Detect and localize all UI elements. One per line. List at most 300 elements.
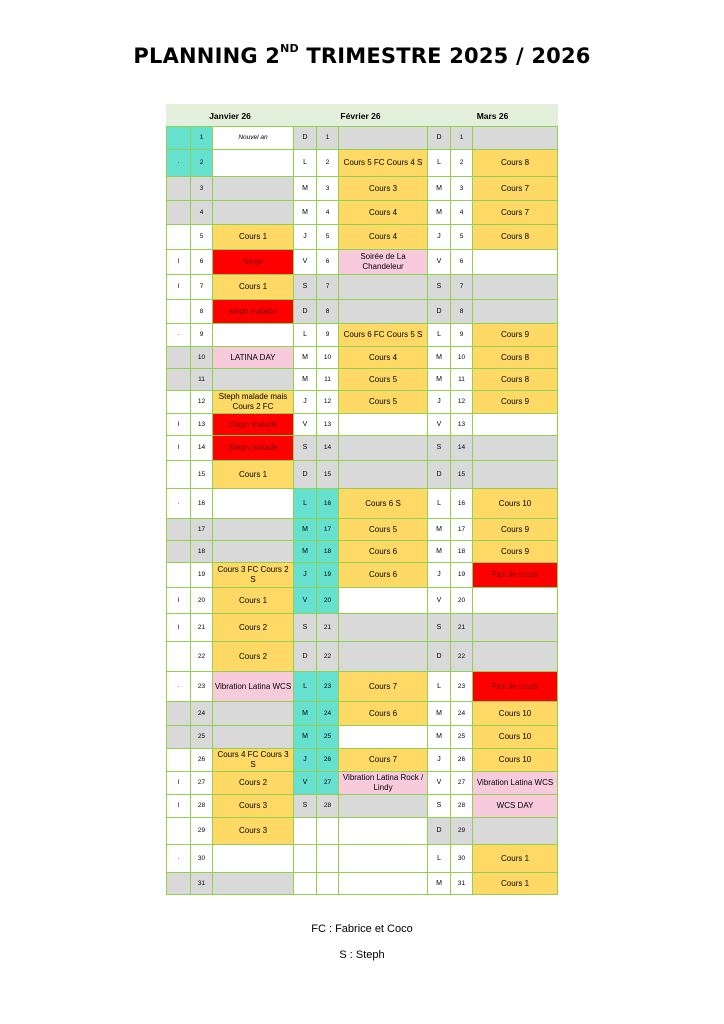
table-row [167,672,558,702]
jan-day-cell: 5 [191,225,213,250]
jan-day-cell: 25 [191,726,213,749]
jan-event-cell: Cours 4 FC Cours 3 S [213,749,294,772]
mar-weekday-cell: V [428,588,451,614]
feb-weekday-cell: S [294,614,317,642]
jan-event-cell [213,541,294,563]
jan-day-cell: 13 [191,414,213,436]
mar-event-cell [473,250,558,275]
feb-event-cell [339,818,428,845]
feb-weekday-cell: L [294,150,317,177]
mar-event-cell [473,588,558,614]
jan-mark-cell [167,519,191,541]
feb-event-cell [339,300,428,324]
jan-mark-cell: I [167,614,191,642]
mar-event-cell [473,461,558,489]
jan-mark-cell: · [167,845,191,873]
jan-day-cell: 9 [191,324,213,347]
feb-day-cell [317,818,339,845]
mar-weekday-cell: V [428,414,451,436]
feb-weekday-cell: M [294,201,317,225]
jan-event-cell [213,324,294,347]
mar-weekday-cell: S [428,275,451,300]
feb-event-cell: Cours 4 [339,225,428,250]
jan-event-cell [213,519,294,541]
mar-day-cell: 13 [451,414,473,436]
jan-mark-cell [167,201,191,225]
table-row [167,726,558,749]
feb-day-cell: 13 [317,414,339,436]
legend-s: S : Steph [339,949,385,961]
mar-day-cell: 28 [451,795,473,818]
jan-mark-cell [167,225,191,250]
mar-day-cell: 26 [451,749,473,772]
feb-weekday-cell: M [294,519,317,541]
mar-weekday-cell: L [428,672,451,702]
mar-event-cell: Pas de cours [473,672,558,702]
mar-weekday-cell: S [428,436,451,461]
feb-event-cell [339,795,428,818]
feb-event-cell [339,614,428,642]
jan-day-cell: 29 [191,818,213,845]
mar-day-cell: 22 [451,642,473,672]
mar-weekday-cell: V [428,772,451,795]
feb-event-cell: Cours 4 [339,347,428,369]
jan-mark-cell [167,541,191,563]
jan-mark-cell: · [167,150,191,177]
feb-day-cell: 4 [317,201,339,225]
mar-day-cell: 8 [451,300,473,324]
mar-event-cell: Cours 1 [473,873,558,895]
feb-event-cell [339,873,428,895]
jan-day-cell: 24 [191,702,213,726]
legend-fc: FC : Fabrice et Coco [311,923,413,935]
feb-weekday-cell: M [294,702,317,726]
feb-day-cell: 7 [317,275,339,300]
jan-day-cell: 14 [191,436,213,461]
jan-event-cell: steph malade [213,300,294,324]
mar-event-cell: Vibration Latina WCS [473,772,558,795]
jan-mark-cell [167,391,191,414]
feb-event-cell: Cours 7 [339,672,428,702]
jan-mark-cell [167,300,191,324]
jan-day-cell: 22 [191,642,213,672]
jan-event-cell: Steph malade [213,414,294,436]
feb-weekday-cell: J [294,391,317,414]
feb-day-cell: 2 [317,150,339,177]
mar-event-cell: Cours 7 [473,201,558,225]
mar-weekday-cell: L [428,150,451,177]
feb-weekday-cell: S [294,795,317,818]
feb-day-cell: 9 [317,324,339,347]
mar-weekday-cell: D [428,818,451,845]
feb-day-cell: 23 [317,672,339,702]
mar-weekday-cell: M [428,177,451,201]
mar-event-cell: Cours 9 [473,391,558,414]
jan-mark-cell: · [167,324,191,347]
month-header-janvier: Janvier 26 [167,105,294,127]
feb-weekday-cell: M [294,726,317,749]
jan-event-cell: Cours 3 [213,818,294,845]
feb-weekday-cell [294,818,317,845]
jan-day-cell: 15 [191,461,213,489]
jan-day-cell: 30 [191,845,213,873]
feb-day-cell: 15 [317,461,339,489]
jan-day-cell: 27 [191,772,213,795]
mar-day-cell: 2 [451,150,473,177]
feb-day-cell: 18 [317,541,339,563]
mar-day-cell: 15 [451,461,473,489]
jan-day-cell: 26 [191,749,213,772]
table-row [167,414,558,436]
feb-event-cell [339,127,428,150]
feb-day-cell: 26 [317,749,339,772]
feb-event-cell: Cours 6 FC Cours 5 S [339,324,428,347]
feb-weekday-cell: S [294,436,317,461]
feb-weekday-cell: L [294,489,317,519]
feb-event-cell: Cours 5 [339,369,428,391]
mar-day-cell: 17 [451,519,473,541]
mar-day-cell: 1 [451,127,473,150]
feb-event-cell: Cours 5 FC Cours 4 S [339,150,428,177]
feb-event-cell: Cours 5 [339,391,428,414]
feb-event-cell [339,414,428,436]
table-row [167,563,558,588]
jan-day-cell: 7 [191,275,213,300]
feb-weekday-cell: S [294,275,317,300]
feb-event-cell: Cours 6 [339,541,428,563]
table-row [167,177,558,201]
mar-day-cell: 12 [451,391,473,414]
jan-mark-cell: I [167,588,191,614]
mar-event-cell [473,127,558,150]
jan-mark-cell: I [167,772,191,795]
table-row [167,324,558,347]
feb-event-cell: Cours 5 [339,519,428,541]
jan-mark-cell [167,127,191,150]
jan-event-cell: Cours 1 [213,588,294,614]
jan-event-cell [213,702,294,726]
jan-event-cell: Vibration Latina WCS [213,672,294,702]
feb-event-cell: Cours 6 [339,563,428,588]
mar-weekday-cell: S [428,614,451,642]
feb-weekday-cell: L [294,672,317,702]
jan-event-cell: Cours 2 [213,642,294,672]
feb-day-cell: 6 [317,250,339,275]
feb-day-cell: 19 [317,563,339,588]
mar-weekday-cell: L [428,324,451,347]
table-row [167,519,558,541]
mar-day-cell: 16 [451,489,473,519]
jan-mark-cell [167,347,191,369]
table-row [167,489,558,519]
feb-weekday-cell: J [294,225,317,250]
table-row [167,795,558,818]
feb-event-cell [339,642,428,672]
feb-weekday-cell: M [294,347,317,369]
mar-day-cell: 11 [451,369,473,391]
feb-day-cell: 5 [317,225,339,250]
feb-weekday-cell: D [294,642,317,672]
mar-weekday-cell: M [428,519,451,541]
jan-mark-cell [167,563,191,588]
jan-mark-cell: I [167,275,191,300]
mar-day-cell: 10 [451,347,473,369]
feb-event-cell: Vibration Latina Rock / Lindy [339,772,428,795]
feb-day-cell [317,873,339,895]
jan-day-cell: 23 [191,672,213,702]
feb-day-cell: 12 [317,391,339,414]
jan-event-cell [213,150,294,177]
table-row [167,818,558,845]
table-row [167,614,558,642]
jan-day-cell: 28 [191,795,213,818]
jan-event-cell: Neige [213,250,294,275]
mar-weekday-cell: M [428,201,451,225]
mar-weekday-cell: M [428,873,451,895]
mar-weekday-cell: D [428,461,451,489]
table-row [167,150,558,177]
jan-event-cell: Nouvel an [213,127,294,150]
jan-mark-cell: I [167,414,191,436]
feb-day-cell: 8 [317,300,339,324]
feb-event-cell: Cours 6 S [339,489,428,519]
feb-weekday-cell: V [294,250,317,275]
table-row [167,702,558,726]
jan-event-cell: Steph malade [213,436,294,461]
mar-weekday-cell: M [428,541,451,563]
feb-day-cell: 22 [317,642,339,672]
table-row [167,436,558,461]
mar-day-cell: 24 [451,702,473,726]
mar-day-cell: 25 [451,726,473,749]
mar-weekday-cell: V [428,250,451,275]
jan-day-cell: 21 [191,614,213,642]
feb-event-cell: Cours 6 [339,702,428,726]
jan-event-cell [213,489,294,519]
jan-event-cell [213,726,294,749]
jan-day-cell: 4 [191,201,213,225]
jan-mark-cell: I [167,436,191,461]
feb-day-cell: 17 [317,519,339,541]
jan-event-cell [213,845,294,873]
feb-day-cell: 20 [317,588,339,614]
jan-event-cell: Cours 1 [213,275,294,300]
mar-day-cell: 6 [451,250,473,275]
jan-event-cell: Cours 2 [213,614,294,642]
mar-weekday-cell: J [428,391,451,414]
mar-day-cell: 4 [451,201,473,225]
jan-mark-cell [167,726,191,749]
month-header-mars: Mars 26 [428,105,558,127]
feb-weekday-cell [294,873,317,895]
mar-event-cell [473,275,558,300]
feb-weekday-cell [294,845,317,873]
jan-day-cell: 10 [191,347,213,369]
jan-day-cell: 6 [191,250,213,275]
feb-day-cell: 24 [317,702,339,726]
feb-day-cell: 10 [317,347,339,369]
table-row [167,541,558,563]
jan-day-cell: 17 [191,519,213,541]
feb-event-cell: Cours 3 [339,177,428,201]
jan-event-cell: Cours 2 [213,772,294,795]
feb-event-cell [339,436,428,461]
mar-day-cell: 3 [451,177,473,201]
mar-event-cell: Cours 8 [473,347,558,369]
feb-day-cell: 25 [317,726,339,749]
mar-day-cell: 21 [451,614,473,642]
jan-day-cell: 12 [191,391,213,414]
table-row [167,369,558,391]
jan-day-cell: 19 [191,563,213,588]
mar-weekday-cell: S [428,795,451,818]
table-row [167,391,558,414]
feb-event-cell: Soirée de La Chandeleur [339,250,428,275]
feb-weekday-cell: L [294,324,317,347]
mar-day-cell: 29 [451,818,473,845]
feb-day-cell: 1 [317,127,339,150]
table-row [167,749,558,772]
feb-event-cell [339,726,428,749]
jan-event-cell: Steph malade mais Cours 2 FC [213,391,294,414]
mar-day-cell: 14 [451,436,473,461]
jan-event-cell: Cours 3 [213,795,294,818]
jan-mark-cell [167,702,191,726]
mar-day-cell: 30 [451,845,473,873]
jan-mark-cell [167,642,191,672]
feb-event-cell [339,461,428,489]
mar-weekday-cell: J [428,563,451,588]
mar-event-cell [473,436,558,461]
mar-weekday-cell: L [428,489,451,519]
jan-mark-cell [167,818,191,845]
mar-event-cell: Cours 1 [473,845,558,873]
feb-day-cell: 14 [317,436,339,461]
mar-event-cell: Cours 10 [473,702,558,726]
feb-weekday-cell: D [294,127,317,150]
jan-day-cell: 20 [191,588,213,614]
mar-day-cell: 7 [451,275,473,300]
jan-event-cell [213,201,294,225]
feb-event-cell [339,845,428,873]
mar-event-cell: Cours 8 [473,150,558,177]
mar-event-cell [473,300,558,324]
month-header-fevrier: Février 26 [294,105,428,127]
feb-day-cell: 11 [317,369,339,391]
jan-day-cell: 31 [191,873,213,895]
mar-day-cell: 9 [451,324,473,347]
table-row [167,873,558,895]
jan-event-cell [213,177,294,201]
jan-day-cell: 8 [191,300,213,324]
mar-event-cell [473,614,558,642]
feb-event-cell: Cours 4 [339,201,428,225]
jan-day-cell: 18 [191,541,213,563]
feb-weekday-cell: D [294,300,317,324]
feb-event-cell [339,588,428,614]
table-row [167,225,558,250]
feb-day-cell: 16 [317,489,339,519]
jan-mark-cell: · [167,672,191,702]
mar-event-cell: Cours 10 [473,726,558,749]
jan-event-cell: Cours 1 [213,225,294,250]
table-row [167,201,558,225]
table-row [167,588,558,614]
mar-event-cell: Cours 8 [473,369,558,391]
feb-weekday-cell: J [294,563,317,588]
table-row [167,772,558,795]
feb-weekday-cell: V [294,772,317,795]
planning-table [166,104,558,895]
feb-day-cell: 28 [317,795,339,818]
jan-mark-cell: I [167,795,191,818]
feb-weekday-cell: V [294,414,317,436]
mar-event-cell: Cours 10 [473,489,558,519]
mar-event-cell [473,818,558,845]
mar-day-cell: 27 [451,772,473,795]
month-header-row [167,105,558,127]
mar-event-cell: Pas de cours [473,563,558,588]
mar-day-cell: 23 [451,672,473,702]
jan-event-cell [213,873,294,895]
feb-event-cell: Cours 7 [339,749,428,772]
jan-mark-cell [167,177,191,201]
mar-weekday-cell: D [428,300,451,324]
mar-weekday-cell: D [428,127,451,150]
mar-weekday-cell: L [428,845,451,873]
jan-mark-cell [167,369,191,391]
jan-mark-cell [167,461,191,489]
mar-day-cell: 31 [451,873,473,895]
mar-event-cell: Cours 9 [473,541,558,563]
feb-day-cell: 3 [317,177,339,201]
jan-event-cell: Cours 3 FC Cours 2 S [213,563,294,588]
mar-day-cell: 20 [451,588,473,614]
mar-event-cell [473,414,558,436]
jan-event-cell: LATINA DAY [213,347,294,369]
mar-event-cell: Cours 10 [473,749,558,772]
mar-weekday-cell: M [428,726,451,749]
jan-event-cell: Cours 1 [213,461,294,489]
feb-weekday-cell: V [294,588,317,614]
table-row [167,642,558,672]
mar-event-cell: Cours 9 [473,324,558,347]
jan-day-cell: 3 [191,177,213,201]
jan-day-cell: 1 [191,127,213,150]
mar-day-cell: 19 [451,563,473,588]
feb-day-cell [317,845,339,873]
table-row [167,300,558,324]
mar-day-cell: 5 [451,225,473,250]
mar-event-cell: Cours 8 [473,225,558,250]
feb-event-cell [339,275,428,300]
feb-weekday-cell: M [294,541,317,563]
table-row [167,275,558,300]
mar-event-cell: WCS DAY [473,795,558,818]
table-row [167,845,558,873]
mar-weekday-cell: D [428,642,451,672]
table-row [167,347,558,369]
feb-weekday-cell: M [294,177,317,201]
mar-event-cell: Cours 9 [473,519,558,541]
feb-weekday-cell: J [294,749,317,772]
feb-day-cell: 27 [317,772,339,795]
mar-weekday-cell: M [428,369,451,391]
jan-day-cell: 11 [191,369,213,391]
mar-weekday-cell: J [428,749,451,772]
mar-weekday-cell: J [428,225,451,250]
jan-mark-cell: I [167,250,191,275]
